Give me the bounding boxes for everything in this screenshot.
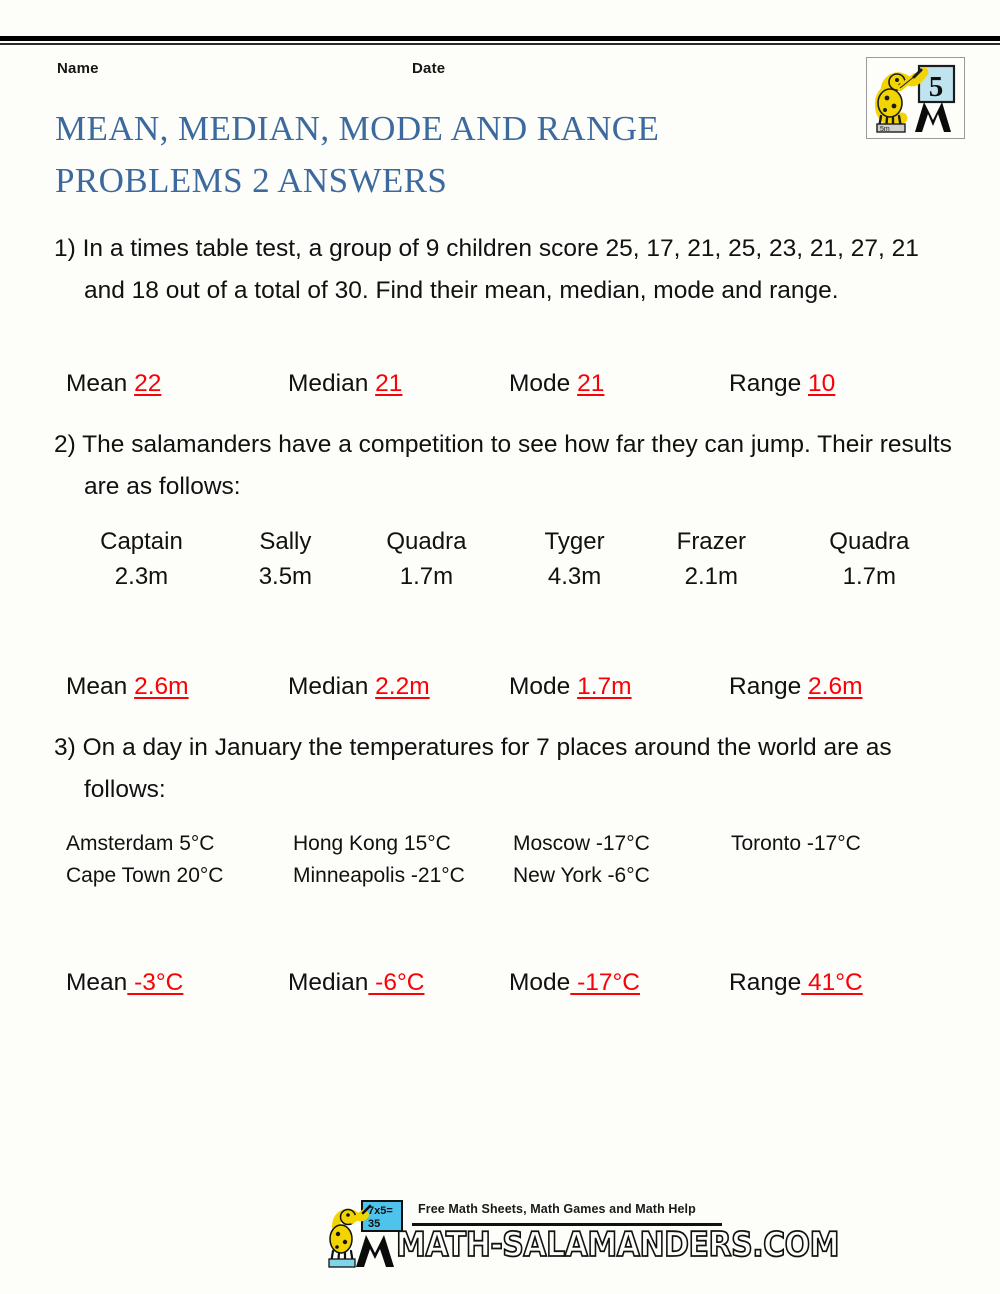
temperature-entry: Moscow -17°C — [513, 832, 650, 855]
jumper-name: Quadra — [386, 528, 467, 555]
footer-branding — [322, 1199, 839, 1274]
date-label: Date — [412, 60, 446, 77]
answer-3-median-value: -6°C — [368, 969, 425, 996]
answer-3-mode — [509, 969, 640, 997]
temperature-entry: Amsterdam 5°C — [66, 832, 215, 855]
answer-2-mode-label: Mode — [509, 673, 571, 700]
question-2-number: 2) — [54, 431, 76, 458]
answer-1-mode-value: 21 — [577, 370, 605, 397]
answer-2-mean-label: Mean — [66, 673, 128, 700]
temperature-entry: Minneapolis -21°C — [293, 864, 465, 887]
answer-2-mean — [66, 673, 189, 701]
question-2-body: The salamanders have a competition to see how far they can jump. Their results are as follows: — [82, 431, 952, 500]
answer-1-median-value: 21 — [375, 370, 403, 397]
page-title-line-1: MEAN, MEDIAN, MODE AND RANGE — [55, 109, 660, 148]
temperature-entry: Hong Kong 15°C — [293, 832, 451, 855]
question-1-body: In a times table test, a group of 9 children score 25, 17, 21, 25, 23, 21, 27, 21 and 18 out of a total of 30. Find their mean, median, mode and range. — [82, 235, 919, 304]
footer-board-bottom-text: 35 — [368, 1218, 381, 1230]
jumper-name: Sally — [259, 528, 312, 555]
answer-row-2 — [0, 673, 1000, 709]
jump-distance: 2.3m — [114, 563, 169, 590]
answer-1-median — [288, 370, 402, 398]
answer-1-median-label: Median — [288, 370, 369, 397]
answer-1-range-label: Range — [729, 370, 802, 397]
jumper-name: Frazer — [676, 528, 746, 555]
answer-2-mode-value: 1.7m — [577, 673, 632, 700]
table-row-distances — [54, 559, 954, 594]
answer-1-mean-value: 22 — [134, 370, 162, 397]
question-3-number: 3) — [54, 734, 76, 761]
answer-1-mean-label: Mean — [66, 370, 128, 397]
jump-distance: 1.7m — [842, 563, 896, 590]
top-border-rule-secondary — [0, 43, 1000, 45]
answer-2-median — [288, 673, 430, 701]
answer-2-range-label: Range — [729, 673, 802, 700]
answer-3-mean — [66, 969, 183, 997]
footer-tagline: Free Math Sheets, Math Games and Math Help — [418, 1202, 696, 1216]
jump-distance: 3.5m — [258, 563, 313, 590]
question-1 — [54, 228, 954, 312]
question-2 — [54, 424, 954, 508]
answer-2-range-value: 2.6m — [808, 673, 863, 700]
jumper-name: Quadra — [829, 528, 910, 555]
answer-row-1 — [0, 370, 1000, 406]
temperature-row-2 — [66, 860, 946, 892]
answer-2-median-value: 2.2m — [375, 673, 430, 700]
top-border-rule — [0, 36, 1000, 41]
answer-3-mean-value: -3°C — [127, 969, 184, 996]
question-1-text — [54, 228, 954, 312]
answer-3-mode-value: -17°C — [570, 969, 641, 996]
answer-2-mode — [509, 673, 632, 701]
question-2-text — [54, 424, 954, 508]
answer-3-mode-label: Mode — [509, 969, 571, 996]
answer-3-range-value: 41°C — [801, 969, 863, 996]
table-row-names — [54, 524, 954, 559]
answer-1-mode — [509, 370, 604, 398]
jump-results-table — [54, 524, 954, 594]
temperature-row-1 — [66, 828, 946, 860]
answer-1-mode-label: Mode — [509, 370, 571, 397]
answer-1-range-value: 10 — [808, 370, 836, 397]
grade-number-text: 5 — [928, 71, 944, 103]
answer-3-median-label: Median — [288, 969, 369, 996]
answer-1-range — [729, 370, 835, 398]
name-label: Name — [57, 60, 99, 77]
jumper-name: Captain — [100, 528, 183, 555]
salamander-logo-icon — [867, 58, 964, 138]
answer-3-median — [288, 969, 424, 997]
answer-3-mean-label: Mean — [66, 969, 128, 996]
jump-distance: 1.7m — [399, 563, 454, 590]
answer-2-mean-value: 2.6m — [134, 673, 189, 700]
temperature-data-grid — [66, 828, 946, 892]
answer-2-range — [729, 673, 862, 701]
svg-text:5m: 5m — [880, 126, 890, 133]
temperature-entry: New York -6°C — [513, 864, 650, 887]
question-3 — [54, 727, 954, 811]
question-1-number: 1) — [54, 235, 76, 262]
jump-distance: 2.1m — [684, 563, 739, 590]
answer-row-3 — [0, 969, 1000, 1005]
jumper-name: Tyger — [544, 528, 605, 555]
jump-distance: 4.3m — [547, 563, 602, 590]
page-title — [55, 103, 855, 207]
answer-1-mean — [66, 370, 161, 398]
temperature-entry: Toronto -17°C — [731, 832, 861, 855]
footer-website-url[interactable]: MATH-SALAMANDERS.COM — [396, 1226, 839, 1266]
answer-3-range-label: Range — [729, 969, 802, 996]
temperature-entry: Cape Town 20°C — [66, 864, 224, 887]
footer-board-top-text: 7x5= — [368, 1205, 393, 1217]
page-title-line-2: PROBLEMS 2 ANSWERS — [55, 161, 448, 200]
grade-badge-logo — [866, 57, 965, 139]
question-3-body: On a day in January the temperatures for 7 places around the world are as follows: — [82, 734, 892, 803]
question-3-text — [54, 727, 954, 811]
answer-3-range — [729, 969, 863, 997]
answer-2-median-label: Median — [288, 673, 369, 700]
